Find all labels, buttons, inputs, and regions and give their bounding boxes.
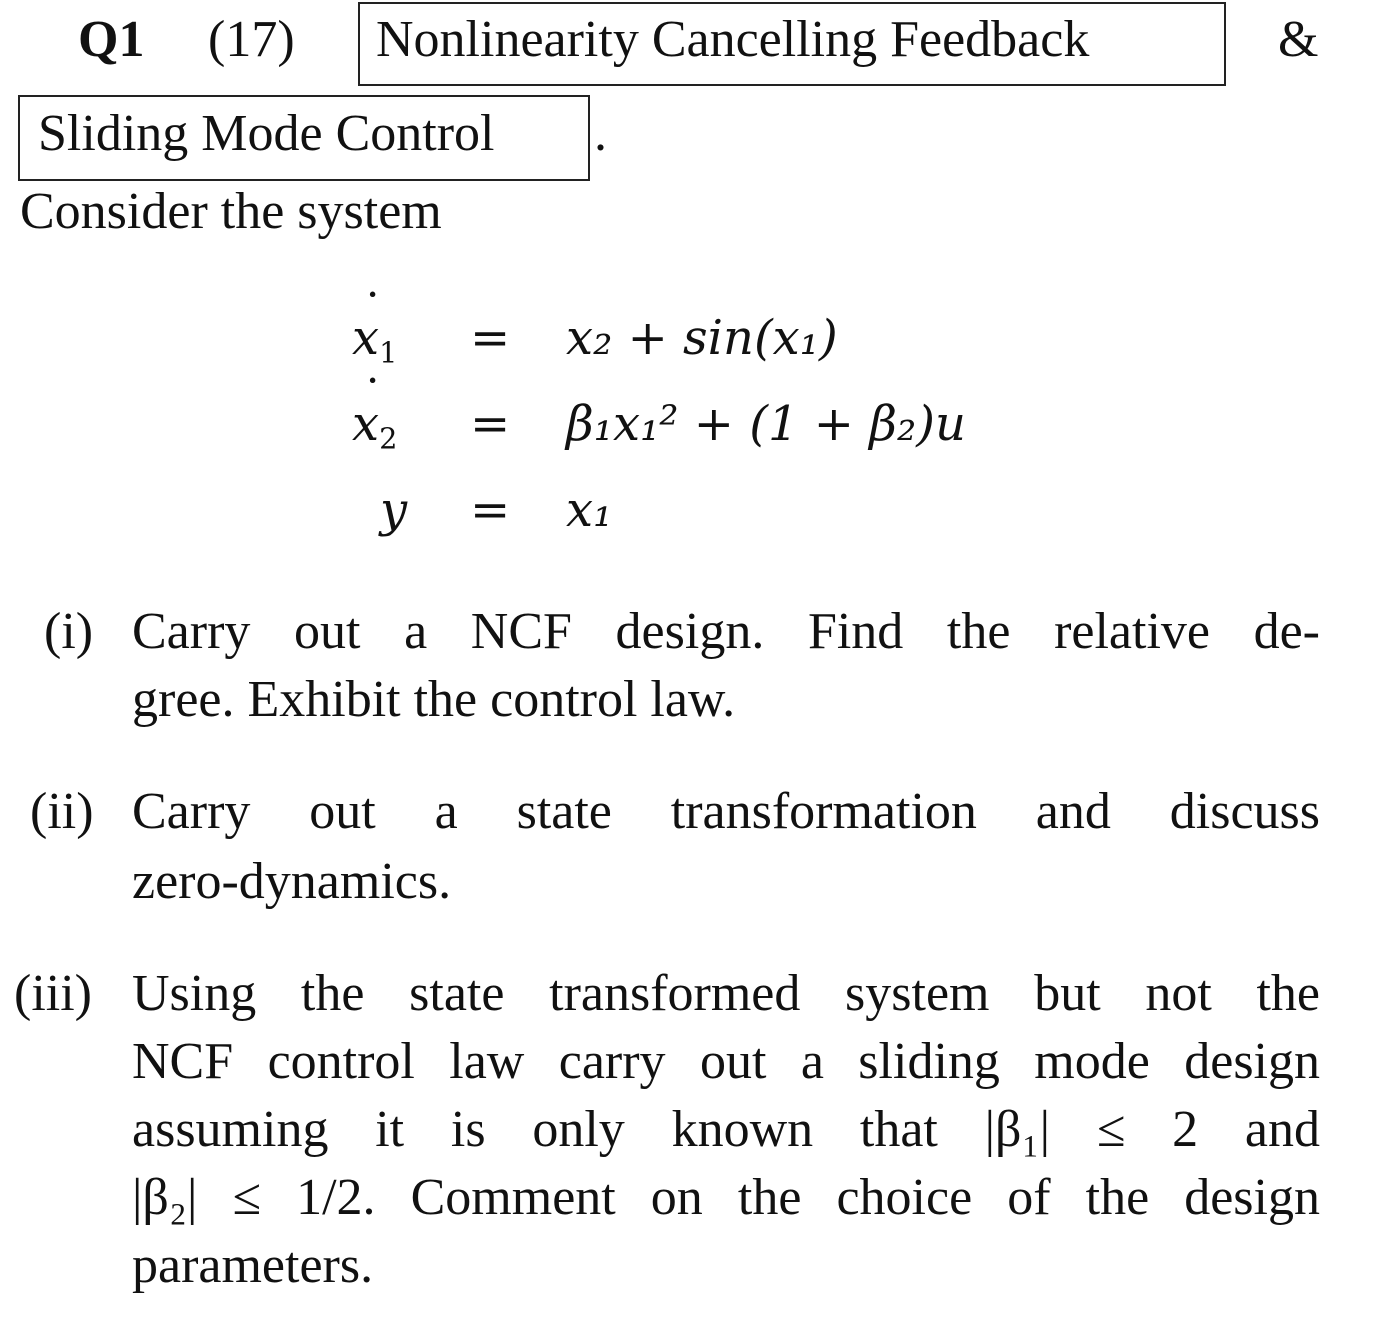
part-iii-line-2: NCF control law carry out a sliding mode design bbox=[132, 1033, 1320, 1090]
eq1-equals: = bbox=[470, 310, 511, 366]
period: . bbox=[594, 105, 607, 162]
eq1-lhs: ˙ $x_1$ bbox=[352, 314, 397, 362]
part-iii-line-5: parameters. bbox=[132, 1237, 374, 1294]
part-iii-line-1: Using the state transformed system but not the bbox=[132, 965, 1320, 1022]
eq2-lhs: ˙ $x_2$ bbox=[352, 400, 397, 448]
eq2-rhs: β₁x₁² + (1 + β₂)u bbox=[566, 396, 966, 452]
part-ii-line-1: Carry out a state transformation and discuss bbox=[132, 783, 1320, 840]
eq1-rhs: x₂ + sin(x₁) bbox=[566, 310, 838, 366]
part-iii-label: (iii) bbox=[14, 965, 92, 1022]
part-i-line-1: Carry out a NCF design. Find the relative de- bbox=[132, 603, 1320, 660]
part-i-line-2: gree. Exhibit the control law. bbox=[132, 671, 736, 728]
eq3-equals: = bbox=[470, 482, 511, 538]
part-ii-label: (ii) bbox=[30, 783, 94, 840]
part-iii-line-4: |β₂| ≤ 1/2. Comment on the choice of the design bbox=[132, 1169, 1320, 1226]
topic-ncf: Nonlinearity Cancelling Feedback bbox=[376, 11, 1090, 68]
points: (17) bbox=[208, 11, 295, 68]
topic-smc: Sliding Mode Control bbox=[38, 105, 495, 162]
eq2-equals: = bbox=[470, 396, 511, 452]
part-iii-line-3: assuming it is only known that |β₁| ≤ 2 and bbox=[132, 1101, 1320, 1158]
question-number: Q1 bbox=[78, 11, 145, 68]
part-ii-line-2: zero-dynamics. bbox=[132, 853, 452, 910]
eq3-rhs: x₁ bbox=[566, 482, 613, 538]
eq3-lhs: y bbox=[380, 482, 408, 538]
intro-text: Consider the system bbox=[20, 183, 442, 240]
ampersand: & bbox=[1278, 11, 1319, 68]
part-i-label: (i) bbox=[44, 603, 94, 660]
